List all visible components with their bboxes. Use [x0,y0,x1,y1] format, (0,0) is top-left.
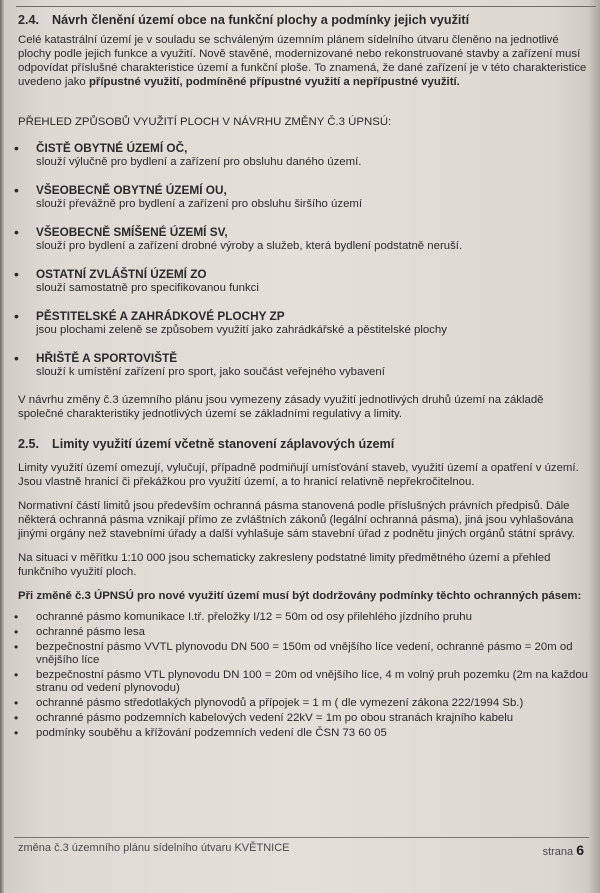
zone-item [14,309,588,337]
section-2-5-heading [18,437,588,451]
bullet-icon: • [14,668,19,682]
top-divider [16,6,596,7]
page-number-value: 6 [576,842,584,858]
zone-description: slouží převážně pro bydlení a zařízení pro obsluhu širšího území [36,198,363,210]
intro-paragraph [18,33,588,89]
zone-description: slouží k umístění zařízení pro sport, jako součást veřejného vybavení [36,366,385,378]
bullet-icon: • [14,140,19,156]
section-title: Limity využití území včetně stanovení záplavových území [52,437,395,451]
zone-item [14,225,588,253]
list-item [14,727,588,740]
section-number: 2.4. [18,13,40,27]
closing-paragraph: V návrhu změny č.3 územního plánu jsou vymezeny zásady využití jednotlivých druhů území na základě společné charakteristiky jednotlivých území se základními regulativy a limity. [18,394,544,420]
list-item [14,626,588,639]
list-item [14,611,588,624]
footer-divider [14,837,589,838]
page-label: strana [542,846,574,858]
limits-paragraph-2: Normativní částí limitů jsou především ochranná pásma stanovená podle příslušných právních předpisů. Dále některá ochranná pásma vznikají přímo ze zvláštních zákonů (legální ochranná pásma), jiná jsou vyhlašována jinými orgány než stavebními úřady a další vyhlašuje sám stavební úřad z podnětu jiných orgánů státní správy. [18,500,575,540]
list-item [14,641,588,667]
section-number: 2.5. [18,437,40,451]
bullet-icon: • [14,726,19,740]
zone-item [14,141,588,169]
overview-heading: PŘEHLED ZPŮSOBŮ VYUŽITÍ PLOCH V NÁVRHU ZMĚNY Č.3 ÚPNSÚ: [18,116,392,128]
zone-item [14,183,588,211]
list-item-text: bezpečnostní pásmo VVTL plynovodu DN 500 = 150m od vnějšího líce vedení, ochranné pásmo = 20m od vnějšího líce [36,641,573,666]
limits-paragraph-4: Při změně č.3 ÚPNSÚ pro nové využití území musí být dodržovány podmínky těchto ochranných pásem: [18,590,582,602]
zone-item [14,267,588,295]
zone-title: VŠEOBECNĚ SMÍŠENÉ ÚZEMÍ SV, [36,225,228,239]
bullet-icon: • [14,610,19,624]
list-item [14,697,588,710]
page-edge-shadow [0,0,4,893]
zone-description: slouží samostatně pro specifikovanou funkci [36,282,259,294]
zone-title: OSTATNÍ ZVLÁŠTNÍ ÚZEMÍ ZO [36,267,207,281]
list-item [14,712,588,725]
page-content [14,6,589,742]
zone-title: PĚSTITELSKÉ A ZAHRÁDKOVÉ PLOCHY ZP [36,309,285,323]
limits-paragraph-1: Limity využití území omezují, vylučují, případně podmiňují umísťování staveb, využití území a opatření v území. Jsou vlastně hranicí či překážkou pro využití území, a to hranicí relativně nepřekročitelnou. [18,462,579,488]
bullet-icon: • [14,182,19,198]
zone-list [14,140,588,379]
bullet-icon: • [14,308,19,324]
bullet-icon: • [14,711,19,725]
protection-zone-list [14,611,588,740]
zone-description: jsou plochami zeleně se způsobem využití jako zahrádkářské a pěstitelské plochy [36,324,447,336]
list-item-text: podmínky souběhu a křížování podzemních vedení dle ČSN 73 60 05 [36,727,387,739]
page-number [543,842,584,858]
list-item [14,669,588,695]
zone-title: HŘIŠTĚ A SPORTOVIŠTĚ [36,351,178,365]
bullet-icon: • [14,696,19,710]
page-right-shadow [588,0,600,893]
page-footer [18,842,584,858]
list-item-text: ochranné pásmo lesa [36,626,145,638]
limits-paragraph-3: Na situaci v měřítku 1:10 000 jsou schematicky zakresleny podstatné limity předmětného území a přehled funkčního využití ploch. [18,552,551,578]
bullet-icon: • [14,640,19,654]
section-title: Návrh členění území obce na funkční plochy a podmínky jejich využití [52,13,470,27]
zone-item [14,351,588,379]
bullet-icon: • [14,224,19,240]
section-2-4-heading [18,13,588,27]
bullet-icon: • [14,350,19,366]
zone-title: ČISTĚ OBYTNÉ ÚZEMÍ OČ, [36,141,188,155]
footer-document-title: změna č.3 územního plánu sídelního útvaru KVĚTNICE [18,842,290,854]
list-item-text: bezpečnostní pásmo VTL plynovodu DN 100 = 20m od vnějšího líce, 4 m volný pruh pozemku (2m na každou stranu od vedení plynovodu) [36,669,589,694]
zone-description: slouží pro bydlení a zařízení drobné výroby a služeb, která bydlení podstatně neruší. [36,240,463,252]
intro-bold-text: přípustné využití, podmíněné přípustné využití a nepřípustné využití. [88,76,460,88]
bullet-icon: • [14,625,19,639]
list-item-text: ochranné pásmo podzemních kabelových vedení 22kV = 1m po obou stranách krajního kabelu [36,712,514,724]
list-item-text: ochranné pásmo komunikace I.tř. přeložky I/12 = 50m od osy přilehlého jízdního pruhu [36,611,472,623]
zone-title: VŠEOBECNĚ OBYTNÉ ÚZEMÍ OU, [36,183,227,197]
section-2-5 [14,437,589,740]
intro-text: Celé katastrální území je v souladu se schváleným územním plánem sídelního útvaru členěno na jednotlivé plochy podle jejich funkce a využití. Nově stavěné, modernizované nebo rekonstruované stavby a zařízení musí odpovídat příslušné charakteristice území a funkční ploše. To znamená, že dané zařízení je v této charakteristice uvedeno jako [18,34,587,88]
zone-description: slouží výlučně pro bydlení a zařízení pro obsluhu daného území. [36,156,362,168]
list-item-text: ochranné pásmo středotlakých plynovodů a přípojek = 1 m ( dle vymezení zákona 222/1994 Sb.) [36,697,524,709]
bullet-icon: • [14,266,19,282]
